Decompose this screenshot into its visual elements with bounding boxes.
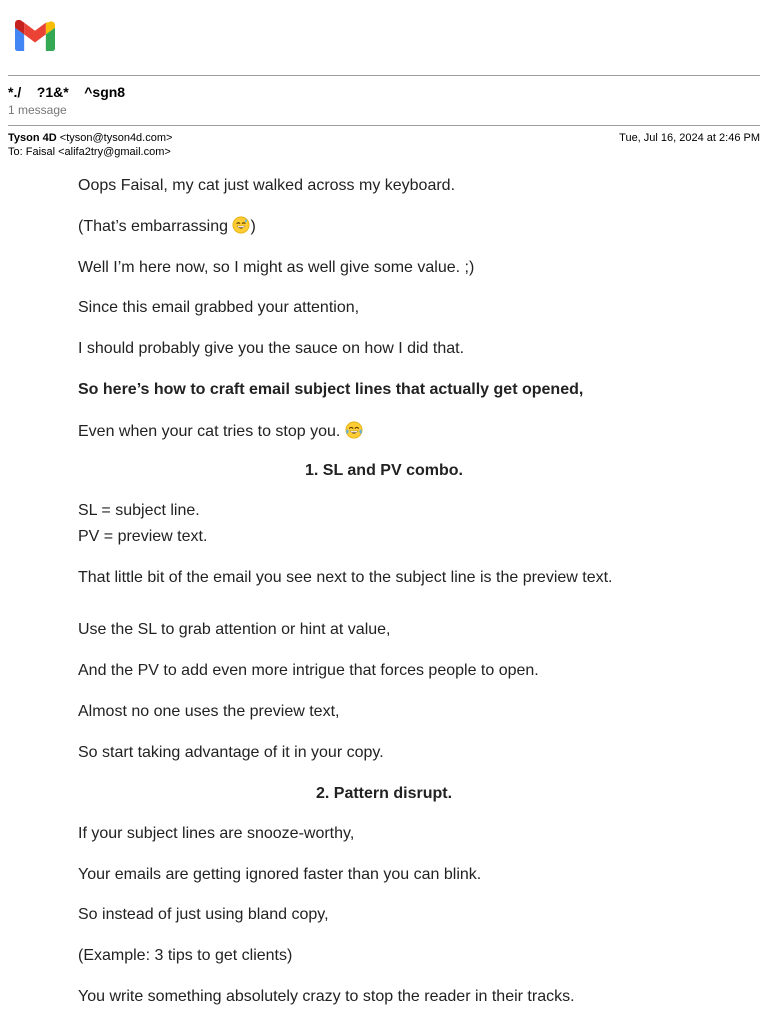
message-count: 1 message [8,103,67,117]
gmail-logo-icon [15,20,55,52]
email-subject: *./ ?1&* ^sgn8 [8,84,126,100]
body-paragraph: Almost no one uses the preview text, [78,703,340,720]
body-paragraph [78,421,690,442]
body-paragraph: I should probably give you the sauce on how I did that. [78,340,465,357]
body-paragraph: Use the SL to grab attention or hint at value, [78,621,391,638]
body-paragraph: That little bit of the email you see next to the subject line is the preview text. [78,569,613,586]
body-paragraph: Your emails are getting ignored faster than you can blink. [78,866,482,883]
email-date: Tue, Jul 16, 2024 at 2:46 PM [619,132,760,144]
body-paragraph: So start taking advantage of it in your copy. [78,744,384,761]
body-text: Even when your cat tries to stop you. [78,423,345,440]
subject-divider [8,125,760,126]
grinning-sweat-emoji-icon [232,216,250,234]
body-paragraph: So instead of just using bland copy, [78,906,329,923]
body-paragraph: Oops Faisal, my cat just walked across my keyboard. [78,177,456,194]
body-paragraph: If your subject lines are snooze-worthy, [78,825,355,842]
body-paragraph: And the PV to add even more intrigue that forces people to open. [78,662,539,679]
body-text: (That’s embarrassing [78,218,233,235]
sender-email[interactable]: <tyson@tyson4d.com> [59,132,173,144]
body-paragraph: SL = subject line. [78,502,200,519]
recipient-line: To: Faisal <alifa2try@gmail.com> [8,146,171,158]
header-divider [8,75,760,76]
tears-of-joy-emoji-icon [345,421,363,439]
body-paragraph: (Example: 3 tips to get clients) [78,947,293,964]
body-text: ) [250,218,256,235]
body-paragraph: Well I’m here now, so I might as well give some value. ;) [78,259,475,276]
body-bold-paragraph: So here’s how to craft email subject lines that actually get opened, [78,381,584,398]
section-heading: 2. Pattern disrupt. [315,785,453,802]
sender-name: Tyson 4D [8,132,57,144]
sender-line [8,132,172,144]
section-heading: 1. SL and PV combo. [305,462,463,479]
body-paragraph: PV = preview text. [78,528,208,545]
body-paragraph [78,216,690,237]
body-paragraph: Since this email grabbed your attention, [78,299,360,316]
body-paragraph: You write something absolutely crazy to stop the reader in their tracks. [78,988,575,1005]
